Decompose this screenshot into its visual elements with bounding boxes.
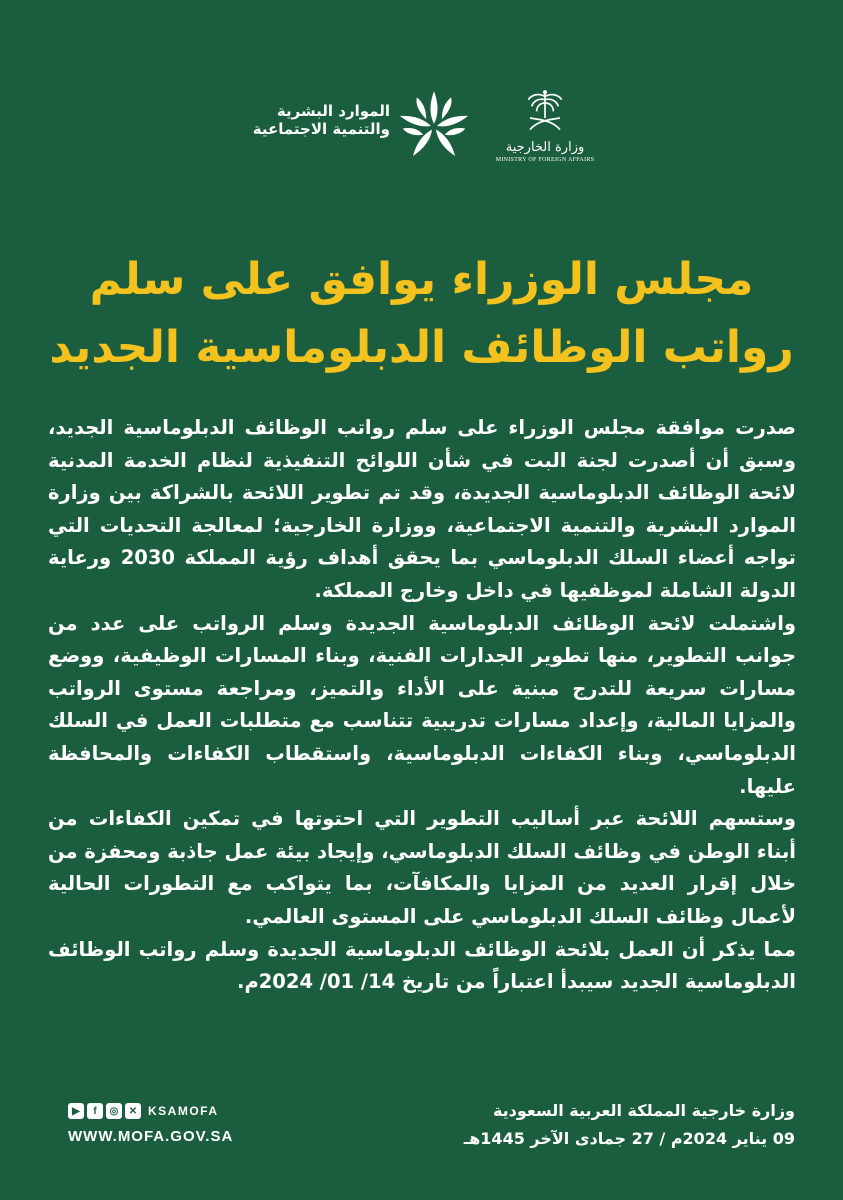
paragraph-4: مما يذكر أن العمل بلائحة الوظائف الدبلوماسية الجديدة وسلم رواتب الوظائف الدبلوماسية الجديد سيبدأ اعتباراً من تاريخ 14/ 01/ 2024م. [48,937,796,994]
hrsd-star-icon [395,88,473,166]
hrsd-logo [250,88,480,168]
x-icon[interactable]: ✕ [125,1103,141,1119]
hrsd-name-line2: والتنمية الاجتماعية [252,120,390,138]
paragraph-1: صدرت موافقة مجلس الوزراء على سلم رواتب الوظائف الدبلوماسية الجديد، وسبق أن أصدرت لجنة البت في شأن اللوائح التنفيذية لنظام الخدمة المدنية لائحة الوظائف الدبلوماسية الجديدة، وقد تم تطوير اللائحة بالشراكة بين وزارة الموارد البشرية والتنمية الاجتماعية، ووزارة الخارجية؛ لمعالجة التحديات التي تواجه أعضاء السلك الدبلوماسي بما يحقق أهداف رؤية المملكة 2030 ورعاية الدولة الشاملة لموظفيها في داخل وخارج المملكة. [48,416,796,602]
facebook-icon[interactable]: f [87,1103,103,1119]
youtube-icon[interactable]: ▶ [68,1103,84,1119]
mofa-logo [490,88,600,173]
palm-swords-emblem-icon [520,88,570,138]
title-line2: رواتب الوظائف الدبلوماسية الجديد [49,322,794,373]
issuer-name: وزارة خارجية المملكة العربية السعودية [492,1101,795,1120]
website-link[interactable]: WWW.MOFA.GOV.SA [68,1128,234,1145]
mofa-name-ar: وزارة الخارجية [505,140,585,155]
mofa-name-en: MINISTRY OF FOREIGN AFFAIRS [495,157,595,163]
hrsd-name [250,102,390,138]
footer-issuer-block [395,1097,795,1153]
article-body [48,412,796,999]
logo-header [0,88,843,168]
social-handle[interactable]: KSAMOFA [148,1104,219,1118]
paragraph-2: واشتملت لائحة الوظائف الدبلوماسية الجديدة وسلم الرواتب على عدد من جوانب التطوير، منها تطوير الجدارات الفنية، وبناء المسارات الوظيفية، ووضع مسارات سريعة للتدرج مبنية على الأداء والتميز، ومراجعة مستوى الرواتب والمزايا المالية، وإعداد مسارات تدريبية تتناسب مع متطلبات العمل في السلك الدبلوماسي، وبناء الكفاءات الدبلوماسية، واستقطاب الكفاءات والمحافظة عليها. [48,611,796,798]
footer-social-block [68,1100,268,1145]
instagram-icon[interactable]: ◎ [106,1103,122,1119]
title-line1: مجلس الوزراء يوافق على سلم [89,254,754,305]
paragraph-3: وستسهم اللائحة عبر أساليب التطوير التي احتوتها في تمكين الكفاءات من أبناء الوطن في وظائف السلك الدبلوماسي، وإيجاد بيئة عمل جاذبة ومحفزة من خلال إقرار العديد من المزايا والمكافآت، بما يتواكب مع التطورات الحالية لأعمال وظائف السلك الدبلوماسي على المستوى العالمي. [48,807,796,928]
hrsd-name-line1: الموارد البشرية [276,102,390,120]
publish-date: 09 يناير 2024م / 27 جمادى الآخر 1445هـ [463,1129,795,1148]
social-row [68,1100,268,1122]
page-title [40,246,803,382]
